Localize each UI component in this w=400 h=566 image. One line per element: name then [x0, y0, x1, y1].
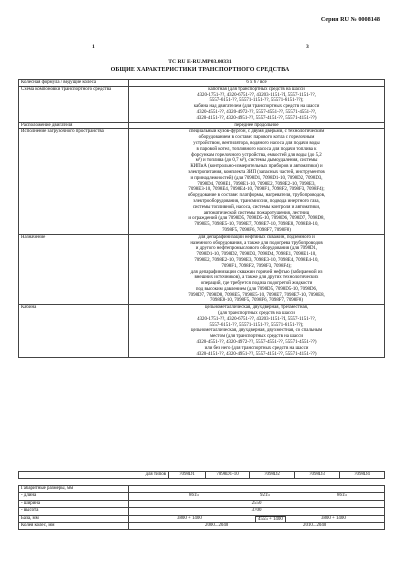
dimensions-label: Габаритные размеры, мм — [19, 486, 129, 493]
value-line: 5557-6151-??, 55571-1151-??, 55571-6151-??); — [209, 322, 304, 328]
value-line: или без него (для транспортных средств на шасси — [204, 345, 309, 351]
types-label: для типов — [19, 472, 169, 479]
characteristic-row — [19, 86, 385, 122]
characteristic-label: Назначение — [19, 234, 129, 305]
page-number-left: 1 — [92, 44, 95, 50]
characteristic-label: Расположение двигателя — [19, 122, 129, 129]
characteristic-label: Схема компоновки транспортного средства — [19, 86, 129, 122]
characteristic-value — [129, 234, 385, 305]
value-line: и другого нефтепромыслового оборудования (для 7098D1, — [195, 246, 318, 252]
document-code: TC RU E-RU.MP03.00331 — [168, 59, 232, 65]
value-line: цельнометаллическая, двухдверная, трехместная, — [204, 305, 309, 311]
width-value: 2550 — [129, 500, 385, 507]
value-line: 7098E3-10, 7098E4, 7098E4-10, 7098F1, 7098F2, 7098F3, 7098F4); — [188, 187, 325, 193]
type-cell: 7098D1 — [169, 472, 206, 479]
base-value: 4555 + 1400 — [255, 516, 286, 523]
value-line: для депарафинизации скважин горячей нефтью (забираемой из — [190, 269, 323, 275]
characteristics-table — [18, 79, 385, 358]
value-line: внешних источников), а также для других технологических — [194, 275, 319, 281]
characteristic-row — [19, 122, 385, 129]
characteristic-row — [19, 305, 385, 358]
base-label: База, мм — [19, 515, 129, 522]
value-line: 4320-4551-??, 4320-4972-??, 5557-4551-??, 55571-4551-??, — [196, 109, 317, 115]
track-value: 2010...2040 — [303, 522, 327, 528]
characteristic-label: Исполнение загрузочного пространства — [19, 129, 129, 234]
characteristic-value — [129, 86, 385, 122]
value-line: 4320-1751-??, 4320-6751-??, 43203-1151-?I, 5557-1151-??, — [197, 316, 316, 322]
characteristic-row — [19, 234, 385, 305]
value-line: в паровой котел, топливного насоса для подачи топлива к — [196, 146, 317, 152]
value-line: 7098D7, 7098D8, 7098E5, 7098E5-10, 7098E7, 7098E7-10, 7098E8, — [188, 292, 325, 298]
value-line: операций, где требуется подача подогретой жидкости — [200, 281, 313, 287]
value-line: переднее продольное — [234, 122, 279, 128]
value-line: оборудованием в составе: парового котла с горелочным — [198, 135, 315, 141]
value-line: для депарафинизации нефтяных скважин, подземного и — [198, 234, 315, 240]
type-cell: 7098D1-10 — [206, 472, 250, 479]
characteristic-value — [129, 305, 385, 358]
value-line: (для транспортных средств на шасси — [218, 311, 295, 317]
page-number-right: 3 — [306, 44, 309, 50]
base-value: 3800 + 1400 — [177, 515, 202, 521]
length-label: - длина — [19, 493, 129, 500]
characteristic-value — [129, 80, 385, 87]
length-value: 8615 — [337, 493, 347, 499]
value-line: цельнометаллическая, двухдверная, двухместная, со спальным — [190, 328, 323, 334]
type-cell: 7098D4 — [340, 472, 385, 479]
type-cell: 7098D2 — [250, 472, 295, 479]
value-line: электрооборудования, трансмиссии, подвода инертного газа, — [193, 198, 320, 204]
value-line: под высоким давлением (для 7098D5, 7098D5-10, 7098D6, — [195, 286, 318, 292]
value-line: системы топливной, насоса, системы контроля и автоматики, — [192, 204, 321, 210]
value-line: форсункам горелочного устройства, емкостей для воды (до 5,2 — [191, 152, 322, 158]
characteristic-label: Колесная формула / ведущие колеса — [19, 80, 129, 87]
value-line: оборудование в составе: платформы, нагревателя, трубопроводов, — [187, 193, 326, 199]
types-header-table — [18, 471, 385, 479]
value-line: наземного оборудования, а также для подогрева трубопроводов — [190, 240, 323, 246]
value-line: 7098E5, 7098E5-10, 7098E7, 7098E7-10, 7098E8, 7098E8-10, — [194, 222, 319, 228]
value-line: кабина над двигателем (для транспортных средств на шасси — [193, 104, 320, 110]
value-line: 7098E8-10, 7098F5, 7098F6, 7098F7, 7098F8) — [210, 298, 303, 304]
value-line: 4320-4151-??, 4320-4951-??, 5557-4151-??, 55571-4151-??) — [196, 351, 317, 357]
characteristic-row — [19, 129, 385, 234]
characteristic-value — [129, 129, 385, 234]
value-line: местом (для транспортных средств на шасси — [209, 334, 304, 340]
value-line: 7098F1, 7098F2, 7098F3, 7098F4); — [221, 263, 292, 269]
value-line: и ограждений (для 7098D5, 7098D5-10, 7098D6, 7098D7, 7098D8, — [188, 216, 325, 222]
track-label: Колея колес, мм — [19, 522, 129, 529]
value-line: 5557-6151-??, 55571-1151-??, 55571-6151-??); — [209, 98, 304, 104]
width-label: - ширина — [19, 500, 129, 507]
value-line: автоматической системы пожаротушения, лестниц — [203, 210, 310, 216]
value-line: и принадлежностей) (для 7098D1, 7098D1-10, 7098D2, 7098D3, — [190, 175, 323, 181]
type-cell: 7098D3 — [295, 472, 340, 479]
characteristic-label: Кабина — [19, 305, 129, 358]
value-line: 6 х 6 / все — [246, 80, 267, 85]
value-line: 4320-4551-??, 4320-4972-??, 5557-4551-??, 55571-4551-??) — [196, 340, 317, 346]
value-line: 7098D1-10, 7098D2, 7098D3, 7098D4, 7098E1, 7098E1-10, — [196, 252, 317, 258]
value-line: капотная (для транспортных средств на шасси — [208, 86, 305, 92]
value-line: 4320-1751-??, 4320-6751-??, 43203-1151-?I, 5557-1151-??, — [197, 92, 316, 98]
value-line: специальный кузов-фургон, с двумя дверьми, с технологическим — [188, 129, 325, 135]
characteristic-value — [129, 122, 385, 129]
value-line: 7098E2, 7098E2-10, 7098E3, 7098E3-10, 7098E4, 7098E4-10, — [194, 257, 319, 263]
value-line: устройством, вентилятора, водяного насоса для подачи воды — [193, 140, 320, 146]
height-label: - высота — [19, 508, 129, 515]
characteristic-row — [19, 80, 385, 87]
value-line: м³) и топлива (до 0,7 м³), системы дымоудаления, системы — [195, 158, 318, 164]
value-line: 7098F5, 7098F6, 7098F7, 7098F8) — [222, 227, 291, 233]
serial-number: Серия RU № 0008148 — [320, 16, 380, 23]
length-value: 9215 — [260, 493, 270, 499]
document-title: ОБЩИЕ ХАРАКТЕРИСТИКИ ТРАНСПОРТНОГО СРЕДСТВА — [110, 67, 290, 73]
height-value: 3700 — [129, 508, 385, 515]
dimensions-table — [18, 485, 385, 530]
length-value: 8615 — [189, 493, 199, 499]
base-value: 3800 + 1400 — [321, 515, 346, 521]
value-line: КИПиА (контрольно-измерительных приборов и автоматики) и — [190, 164, 323, 170]
track-value: 2000...2040 — [205, 522, 229, 528]
value-line: 7098D4, 7098E1, 7098E1-10, 7098E2, 7098E2-10, 7098E3, — [197, 181, 316, 187]
value-line: электропитания, комплекта ЗИП (запасных частей, инструментов — [188, 169, 325, 175]
types-row — [19, 472, 385, 479]
value-line: 4320-4151-??, 4320-4951-??, 5557-4151-??, 55571-4151-??) — [196, 115, 317, 121]
